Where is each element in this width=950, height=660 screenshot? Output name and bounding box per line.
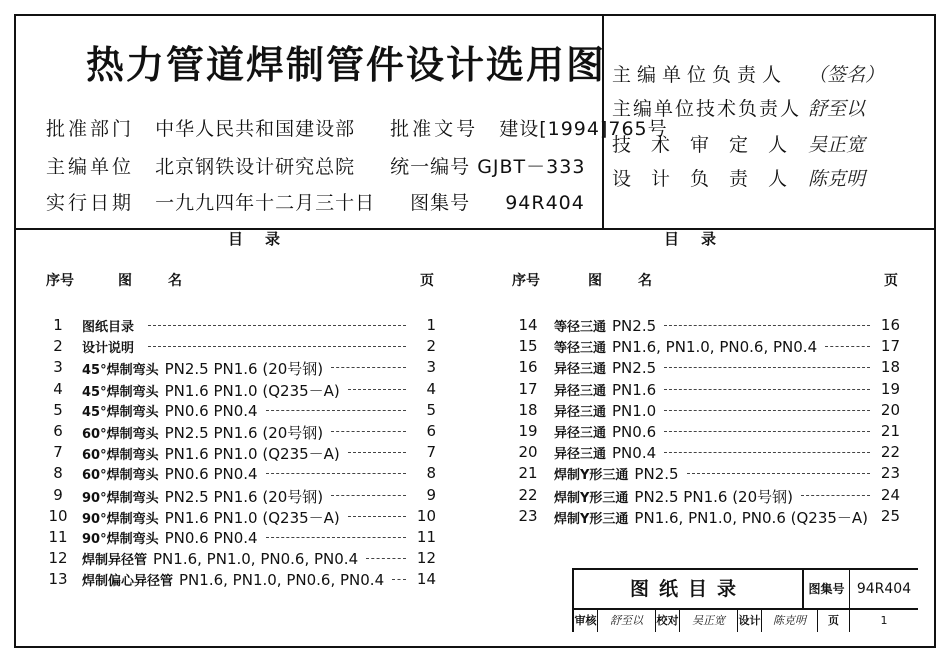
row-title: [554, 401, 656, 420]
row-number: 17: [518, 379, 538, 398]
row-number: 18: [518, 400, 538, 419]
doc-label: 批准文号: [390, 118, 479, 140]
row-number: 3: [53, 358, 63, 377]
row-number: 19: [518, 422, 538, 440]
header-block: [16, 16, 934, 230]
row-title: [82, 422, 323, 443]
row-spec: PN1.6, PN1.0, PN0.6, PN0.4: [612, 338, 818, 357]
row-title: [82, 316, 140, 335]
leader-dots: [348, 516, 406, 517]
row-title: [554, 422, 656, 441]
row-title: [82, 570, 384, 589]
catalogue-row: [44, 401, 436, 421]
row-name: 异径三通: [554, 362, 607, 378]
resp-role: 主编单位负责人: [612, 64, 788, 86]
row-name: 45°焊制弯头: [82, 404, 159, 420]
leader-dots: [348, 389, 406, 390]
leader-dots: [366, 558, 406, 559]
leader-dots: [825, 346, 870, 347]
catalogue-row: [44, 358, 436, 378]
row-spec: PN1.6 PN1.0 (Q235－A): [164, 445, 340, 464]
row-page: 3: [426, 358, 436, 377]
row-number: 12: [48, 549, 68, 568]
row-page: 9: [426, 485, 436, 504]
row-page: 19: [880, 379, 900, 398]
catalogue-row: [514, 337, 900, 357]
row-title: [554, 486, 793, 507]
title-block-atlas-value: 94R404: [850, 570, 918, 610]
col-header-page: 页: [420, 273, 434, 289]
catalogue-row: [514, 464, 900, 484]
row-page: 11: [416, 528, 436, 546]
row-number: 1: [53, 316, 63, 334]
row-page: 7: [426, 443, 436, 462]
row-number: 9: [53, 485, 63, 504]
row-title: [554, 507, 868, 528]
row-page: 22: [880, 443, 900, 462]
row-page: 25: [880, 506, 900, 525]
row-spec: PN1.0: [612, 401, 657, 420]
row-name: 焊制异径管: [82, 553, 148, 569]
resp-role: 设计负责人: [612, 168, 808, 190]
resp-role: 技术审定人: [612, 134, 808, 156]
leader-dots: [331, 367, 406, 368]
row-number: 11: [48, 528, 68, 546]
row-title: [82, 486, 323, 507]
row-number: 14: [518, 316, 538, 334]
row-title: [82, 464, 258, 483]
row-page: 8: [426, 464, 436, 483]
row-number: 13: [48, 570, 68, 589]
leader-dots: [148, 325, 406, 326]
row-title: [554, 443, 656, 462]
row-name: 等径三通: [554, 341, 607, 357]
leader-dots: [348, 452, 406, 453]
row-page: 6: [426, 422, 436, 440]
row-page: 1: [426, 316, 436, 334]
row-spec: PN0.6 PN0.4: [164, 401, 258, 420]
row-spec: PN2.5 PN1.6 (20号钢): [164, 424, 324, 442]
row-name: 90°焊制弯头: [82, 511, 159, 527]
catalogue-row: [44, 422, 436, 442]
check-signature: 吴正宽: [680, 610, 738, 632]
row-number: 4: [53, 379, 63, 398]
row-page: 12: [416, 549, 436, 568]
row-number: 7: [53, 443, 63, 462]
row-spec: PN1.6 PN1.0 (Q235－A): [164, 508, 340, 527]
row-page: 10: [416, 506, 436, 525]
leader-dots: [331, 495, 406, 496]
row-title: [82, 549, 358, 568]
row-number: 2: [53, 337, 63, 356]
catalogue-row: [514, 507, 900, 527]
row-number: 10: [48, 506, 68, 525]
row-number: 21: [518, 464, 538, 483]
col-header-no: 序号: [512, 273, 540, 289]
row-name: 60°焊制弯头: [82, 448, 159, 464]
row-spec: PN2.5: [612, 359, 657, 378]
leader-dots: [801, 495, 870, 496]
row-page: 24: [880, 485, 900, 504]
row-title: [82, 443, 340, 464]
row-spec: PN2.5: [612, 317, 657, 335]
row-page: 2: [426, 337, 436, 356]
row-page: 4: [426, 379, 436, 398]
row-spec: PN0.4: [612, 444, 657, 463]
catalogue-row: [514, 443, 900, 463]
row-name: 图纸目录: [82, 320, 135, 335]
row-page: 23: [880, 464, 900, 483]
row-name: 异径三通: [554, 426, 607, 441]
approval-line: [46, 114, 668, 141]
col-header-name: 图名: [588, 273, 688, 289]
row-name: 60°焊制弯头: [82, 468, 159, 484]
leader-dots: [266, 410, 406, 411]
catalogue-row: [44, 570, 436, 590]
row-number: 8: [53, 464, 63, 483]
row-number: 16: [518, 358, 538, 377]
catalogue-row: [44, 486, 436, 506]
row-name: 焊制Y形三通: [554, 468, 629, 484]
row-title: [554, 380, 656, 399]
row-spec: PN0.6: [612, 423, 657, 441]
row-spec: PN2.5 PN1.6 (20号钢): [164, 487, 324, 506]
resp-signature: 陈克明: [808, 168, 866, 190]
row-page: 14: [416, 570, 436, 589]
catalogue-row: [44, 443, 436, 463]
row-name: 异径三通: [554, 383, 607, 399]
row-spec: PN0.6 PN0.4: [164, 465, 258, 484]
col-header-no: 序号: [46, 273, 74, 289]
row-name: 焊制偏心异径管: [82, 574, 174, 590]
editor-line: [46, 152, 585, 179]
col-header-name: 图名: [118, 273, 218, 289]
editor-value: 北京钢铁设计研究总院: [155, 156, 356, 178]
catalogue-row: [44, 464, 436, 484]
row-page: 20: [880, 400, 900, 419]
dept-label: 批准部门: [46, 118, 135, 140]
review-label: 审核: [574, 610, 598, 632]
leader-dots: [664, 389, 870, 390]
row-spec: PN1.6, PN1.0, PN0.6, PN0.4: [153, 550, 359, 569]
catalogue-row: [44, 507, 436, 527]
row-name: 异径三通: [554, 404, 607, 420]
leader-dots: [331, 431, 406, 432]
row-page: 5: [426, 400, 436, 419]
dept-value: 中华人民共和国建设部: [155, 118, 356, 140]
page-label: 页: [818, 610, 850, 632]
catalogue-row: [514, 316, 900, 336]
catalogue-title: 目录: [228, 230, 303, 248]
row-spec: PN1.6, PN1.0, PN0.6, PN0.4: [179, 571, 385, 590]
page-value: 1: [880, 614, 888, 627]
check-label: 校对: [656, 610, 680, 632]
date-label: 实行日期: [46, 192, 135, 214]
row-title: [554, 358, 656, 377]
row-number: 6: [53, 422, 63, 440]
row-title: [82, 380, 340, 401]
leader-dots: [148, 346, 406, 347]
row-name: 90°焊制弯头: [82, 532, 159, 547]
row-title: [554, 464, 679, 483]
resp-signature: 舒至以: [808, 98, 866, 120]
row-number: 15: [518, 337, 538, 356]
row-title: [82, 337, 140, 356]
row-spec: PN1.6: [612, 380, 657, 399]
row-page: 16: [880, 316, 900, 334]
catalogue-row: [514, 380, 900, 400]
row-number: 20: [518, 443, 538, 462]
col-header-page: 页: [884, 273, 898, 289]
row-page: 21: [880, 422, 900, 440]
row-name: 设计说明: [82, 341, 135, 357]
catalogue-row: [44, 337, 436, 357]
catalogue-row: [44, 380, 436, 400]
resp-role: 主编单位技术负责人: [612, 98, 802, 120]
row-number: 23: [518, 506, 538, 525]
row-page: 18: [880, 358, 900, 377]
editor-label: 主编单位: [46, 156, 135, 178]
catalogue-row: [44, 316, 436, 336]
review-signature: 舒至以: [598, 610, 656, 632]
leader-dots: [664, 431, 870, 432]
row-title: [554, 316, 656, 335]
resp-signature: （签名）: [808, 64, 885, 86]
row-number: 22: [518, 485, 538, 504]
unified-value: GJBT－333: [477, 156, 586, 178]
title-block-name: 图纸目录: [574, 570, 804, 610]
atlas-value: 94R404: [505, 192, 585, 214]
row-spec: PN2.5: [634, 465, 679, 484]
catalogue-row: [514, 401, 900, 421]
atlas-label: 图集号: [410, 192, 471, 214]
row-spec: PN1.6 PN1.0 (Q235－A): [164, 381, 340, 400]
row-title: [82, 528, 258, 547]
leader-dots: [664, 367, 870, 368]
date-value: 一九九四年十二月三十日: [155, 192, 376, 214]
row-page: 17: [880, 337, 900, 356]
leader-dots: [664, 410, 870, 411]
row-name: 90°焊制弯头: [82, 490, 159, 506]
date-line: [46, 188, 585, 215]
title-block: [572, 568, 918, 632]
row-title: [82, 507, 340, 528]
row-title: [82, 401, 258, 420]
catalogue-row: [44, 549, 436, 569]
leader-dots: [664, 452, 870, 453]
design-signature: 陈克明: [762, 610, 818, 632]
row-spec: PN2.5 PN1.6 (20号钢): [634, 487, 793, 506]
row-name: 异径三通: [554, 447, 607, 463]
row-name: 焊制Y形三通: [554, 511, 629, 527]
row-name: 45°焊制弯头: [82, 363, 159, 379]
row-spec: PN2.5 PN1.6 (20号钢): [164, 360, 324, 379]
row-spec: PN1.6, PN1.0, PN0.6 (Q235－A): [634, 508, 869, 527]
leader-dots: [687, 473, 870, 474]
leader-dots: [266, 473, 406, 474]
header-info: [16, 16, 668, 228]
catalogue-row: [44, 528, 436, 548]
catalogue-title: 目录: [664, 230, 739, 248]
row-title: [82, 358, 323, 379]
leader-dots: [392, 579, 406, 580]
unified-label: 统一编号: [390, 156, 471, 178]
row-name: 60°焊制弯头: [82, 427, 159, 442]
row-spec: PN0.6 PN0.4: [164, 529, 258, 547]
catalogue-row: [514, 358, 900, 378]
row-name: 焊制Y形三通: [554, 490, 629, 506]
resp-signature: 吴正宽: [808, 134, 866, 156]
doc-value: 建设[1994]765号: [499, 118, 668, 140]
row-title: [554, 337, 817, 356]
catalogue-row: [514, 486, 900, 506]
title-block-atlas-label: 图集号: [804, 570, 850, 610]
row-number: 5: [53, 400, 63, 419]
leader-dots: [266, 537, 406, 538]
row-name: 等径三通: [554, 320, 607, 335]
page-title: 热力管道焊制管件设计选用图: [86, 43, 607, 87]
design-label: 设计: [738, 610, 762, 632]
leader-dots: [664, 325, 870, 326]
catalogue-row: [514, 422, 900, 442]
row-name: 45°焊制弯头: [82, 384, 159, 400]
